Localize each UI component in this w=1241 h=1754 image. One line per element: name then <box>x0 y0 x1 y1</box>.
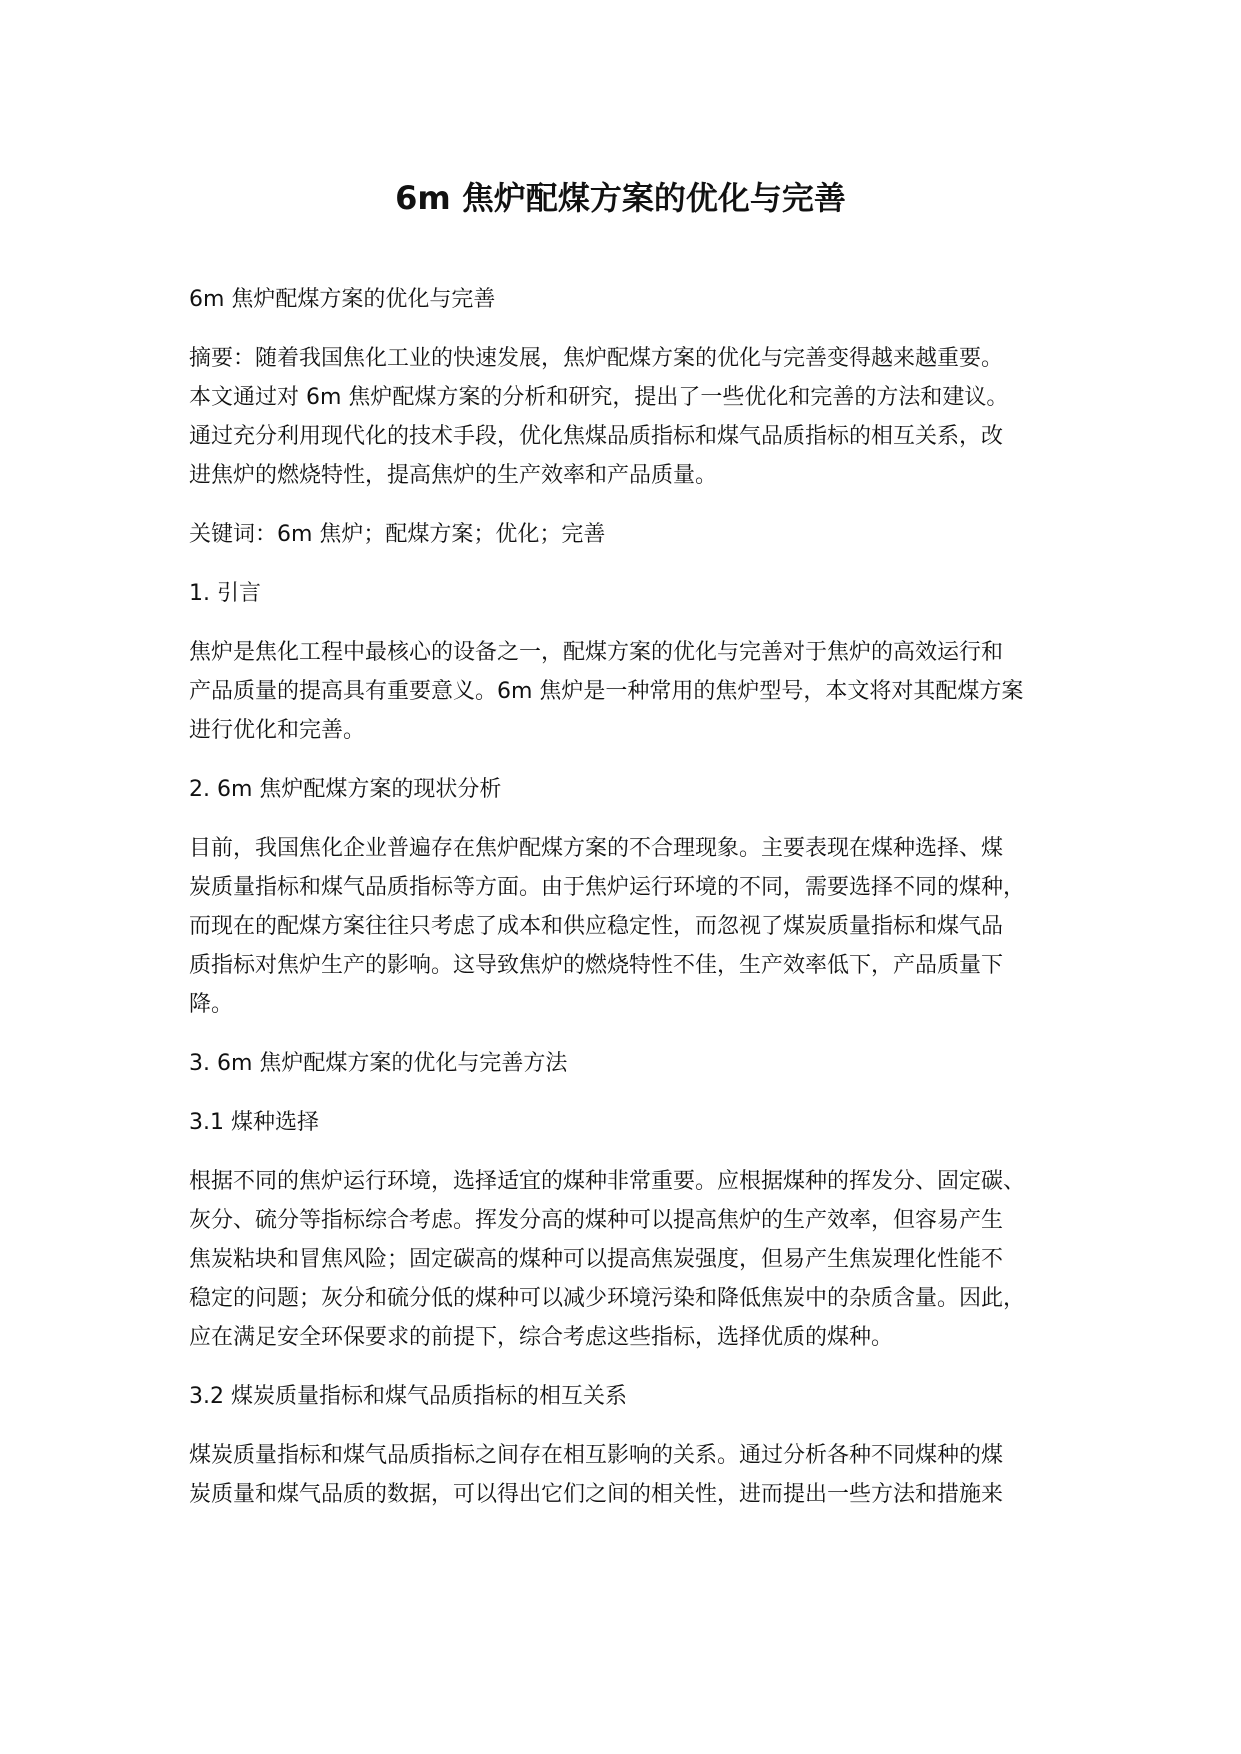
text-line: 本文通过对 6m 焦炉配煤方案的分析和研究，提出了一些优化和完善的方法和建议。 <box>189 385 1009 410</box>
text-line: 灰分、硫分等指标综合考虑。挥发分高的煤种可以提高焦炉的生产效率，但容易产生 <box>189 1208 1004 1233</box>
paragraph <box>189 829 1089 1024</box>
text-line: 应在满足安全环保要求的前提下，综合考虑这些指标，选择优质的煤种。 <box>189 1325 894 1350</box>
text-line: 3.2 煤炭质量指标和煤气品质指标的相互关系 <box>189 1384 627 1409</box>
text-line: 焦炭粘块和冒焦风险；固定碳高的煤种可以提高焦炭强度，但易产生焦炭理化性能不 <box>189 1247 1004 1272</box>
paragraph <box>189 515 1089 554</box>
text-line: 炭质量和煤气品质的数据，可以得出它们之间的相关性，进而提出一些方法和措施来 <box>189 1482 1004 1507</box>
text-line: 关键词：6m 焦炉；配煤方案；优化；完善 <box>189 522 606 547</box>
text-line: 根据不同的焦炉运行环境，选择适宜的煤种非常重要。应根据煤种的挥发分、固定碳、 <box>189 1169 1026 1194</box>
text-line: 进行优化和完善。 <box>189 718 366 743</box>
paragraph <box>189 1103 1089 1142</box>
text-line: 6m 焦炉配煤方案的优化与完善 <box>189 287 496 312</box>
text-line: 质指标对焦炉生产的影响。这导致焦炉的燃烧特性不佳，生产效率低下，产品质量下 <box>189 953 1004 978</box>
text-line: 摘要：随着我国焦化工业的快速发展，焦炉配煤方案的优化与完善变得越来越重要。 <box>189 346 1004 371</box>
text-line: 煤炭质量指标和煤气品质指标之间存在相互影响的关系。通过分析各种不同煤种的煤 <box>189 1443 1004 1468</box>
paragraph <box>189 1436 1089 1514</box>
text-line: 炭质量指标和煤气品质指标等方面。由于焦炉运行环境的不同，需要选择不同的煤种， <box>189 875 1026 900</box>
paragraph <box>189 339 1089 495</box>
text-line: 目前，我国焦化企业普遍存在焦炉配煤方案的不合理现象。主要表现在煤种选择、煤 <box>189 836 1004 861</box>
text-line: 产品质量的提高具有重要意义。6m 焦炉是一种常用的焦炉型号，本文将对其配煤方案 <box>189 679 1024 704</box>
document-body <box>189 280 1089 1534</box>
text-line: 进焦炉的燃烧特性，提高焦炉的生产效率和产品质量。 <box>189 463 718 488</box>
paragraph <box>189 280 1089 319</box>
text-line: 2. 6m 焦炉配煤方案的现状分析 <box>189 777 502 802</box>
text-line: 焦炉是焦化工程中最核心的设备之一，配煤方案的优化与完善对于焦炉的高效运行和 <box>189 640 1004 665</box>
text-line: 通过充分利用现代化的技术手段，优化焦煤品质指标和煤气品质指标的相互关系，改 <box>189 424 1004 449</box>
document-title: 6m 焦炉配煤方案的优化与完善 <box>395 179 846 217</box>
text-line: 3. 6m 焦炉配煤方案的优化与完善方法 <box>189 1051 568 1076</box>
text-line: 降。 <box>189 992 234 1017</box>
paragraph <box>189 574 1089 613</box>
text-line: 3.1 煤种选择 <box>189 1110 319 1135</box>
text-line: 1. 引言 <box>189 581 261 606</box>
paragraph <box>189 1377 1089 1416</box>
text-line: 而现在的配煤方案往往只考虑了成本和供应稳定性，而忽视了煤炭质量指标和煤气品 <box>189 914 1004 939</box>
paragraph <box>189 770 1089 809</box>
paragraph <box>189 1044 1089 1083</box>
paragraph <box>189 1162 1089 1357</box>
paragraph <box>189 633 1089 750</box>
text-line: 稳定的问题；灰分和硫分低的煤种可以减少环境污染和降低焦炭中的杂质含量。因此， <box>189 1286 1026 1311</box>
